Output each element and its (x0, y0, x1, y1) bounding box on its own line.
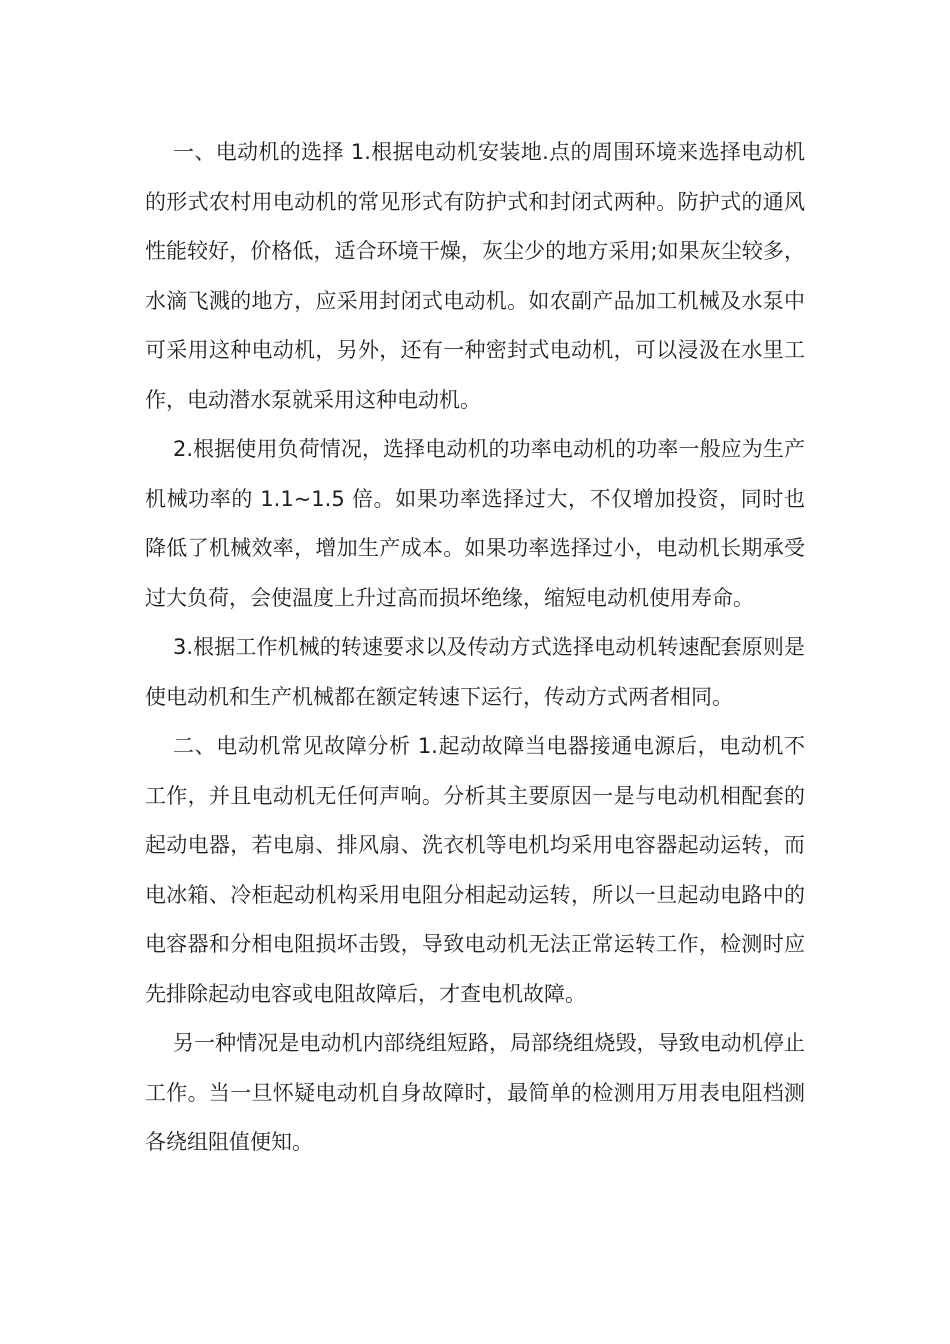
paragraph-fault-analysis-winding: 另一种情况是电动机内部绕组短路，局部绕组烧毁，导致电动机停止工作。当一旦怀疑电动机自身故障时，最简单的检测用万用表电阻档测各绕组阻值便知。 (145, 1031, 805, 1154)
paragraph-motor-selection-speed: 3.根据工作机械的转速要求以及传动方式选择电动机转速配套原则是使电动机和生产机械都在额定转速下运行，传动方式两者相同。 (145, 635, 805, 709)
paragraph-fault-analysis-startup: 二、电动机常见故障分析 1.起动故障当电器接通电源后，电动机不工作，并且电动机无任何声响。分析其主要原因一是与电动机相配套的起动电器，若电扇、排风扇、洗衣机等电机均采用电容器起动运转，而电冰箱、冷柜起动机构采用电阻分相起动运转，所以一旦起动电路中的电容器和分相电阻损坏击毁，导致电动机无法正常运转工作，检测时应先排除起动电容或电阻故障后，才查电机故障。 (145, 734, 805, 1006)
paragraph-motor-selection-environment: 一、电动机的选择 1.根据电动机安装地.点的周围环境来选择电动机的形式农村用电动机的常见形式有防护式和封闭式两种。防护式的通风性能较好，价格低，适合环境干燥，灰尘少的地方采用;如果灰尘较多，水滴飞溅的地方，应采用封闭式电动机。如农副产品加工机械及水泵中可采用这种电动机，另外，还有一种密封式电动机，可以浸汲在水里工作，电动潜水泵就采用这种电动机。 (145, 140, 805, 412)
paragraph-motor-selection-power: 2.根据使用负荷情况，选择电动机的功率电动机的功率一般应为生产机械功率的 1.1~1.5 倍。如果功率选择过大，不仅增加投资，同时也降低了机械效率，增加生产成本。如果功率选择过小，电动机长期承受过大负荷，会使温度上升过高而损坏绝缘，缩短电动机使用寿命。 (145, 437, 805, 610)
document-body (145, 128, 805, 1168)
